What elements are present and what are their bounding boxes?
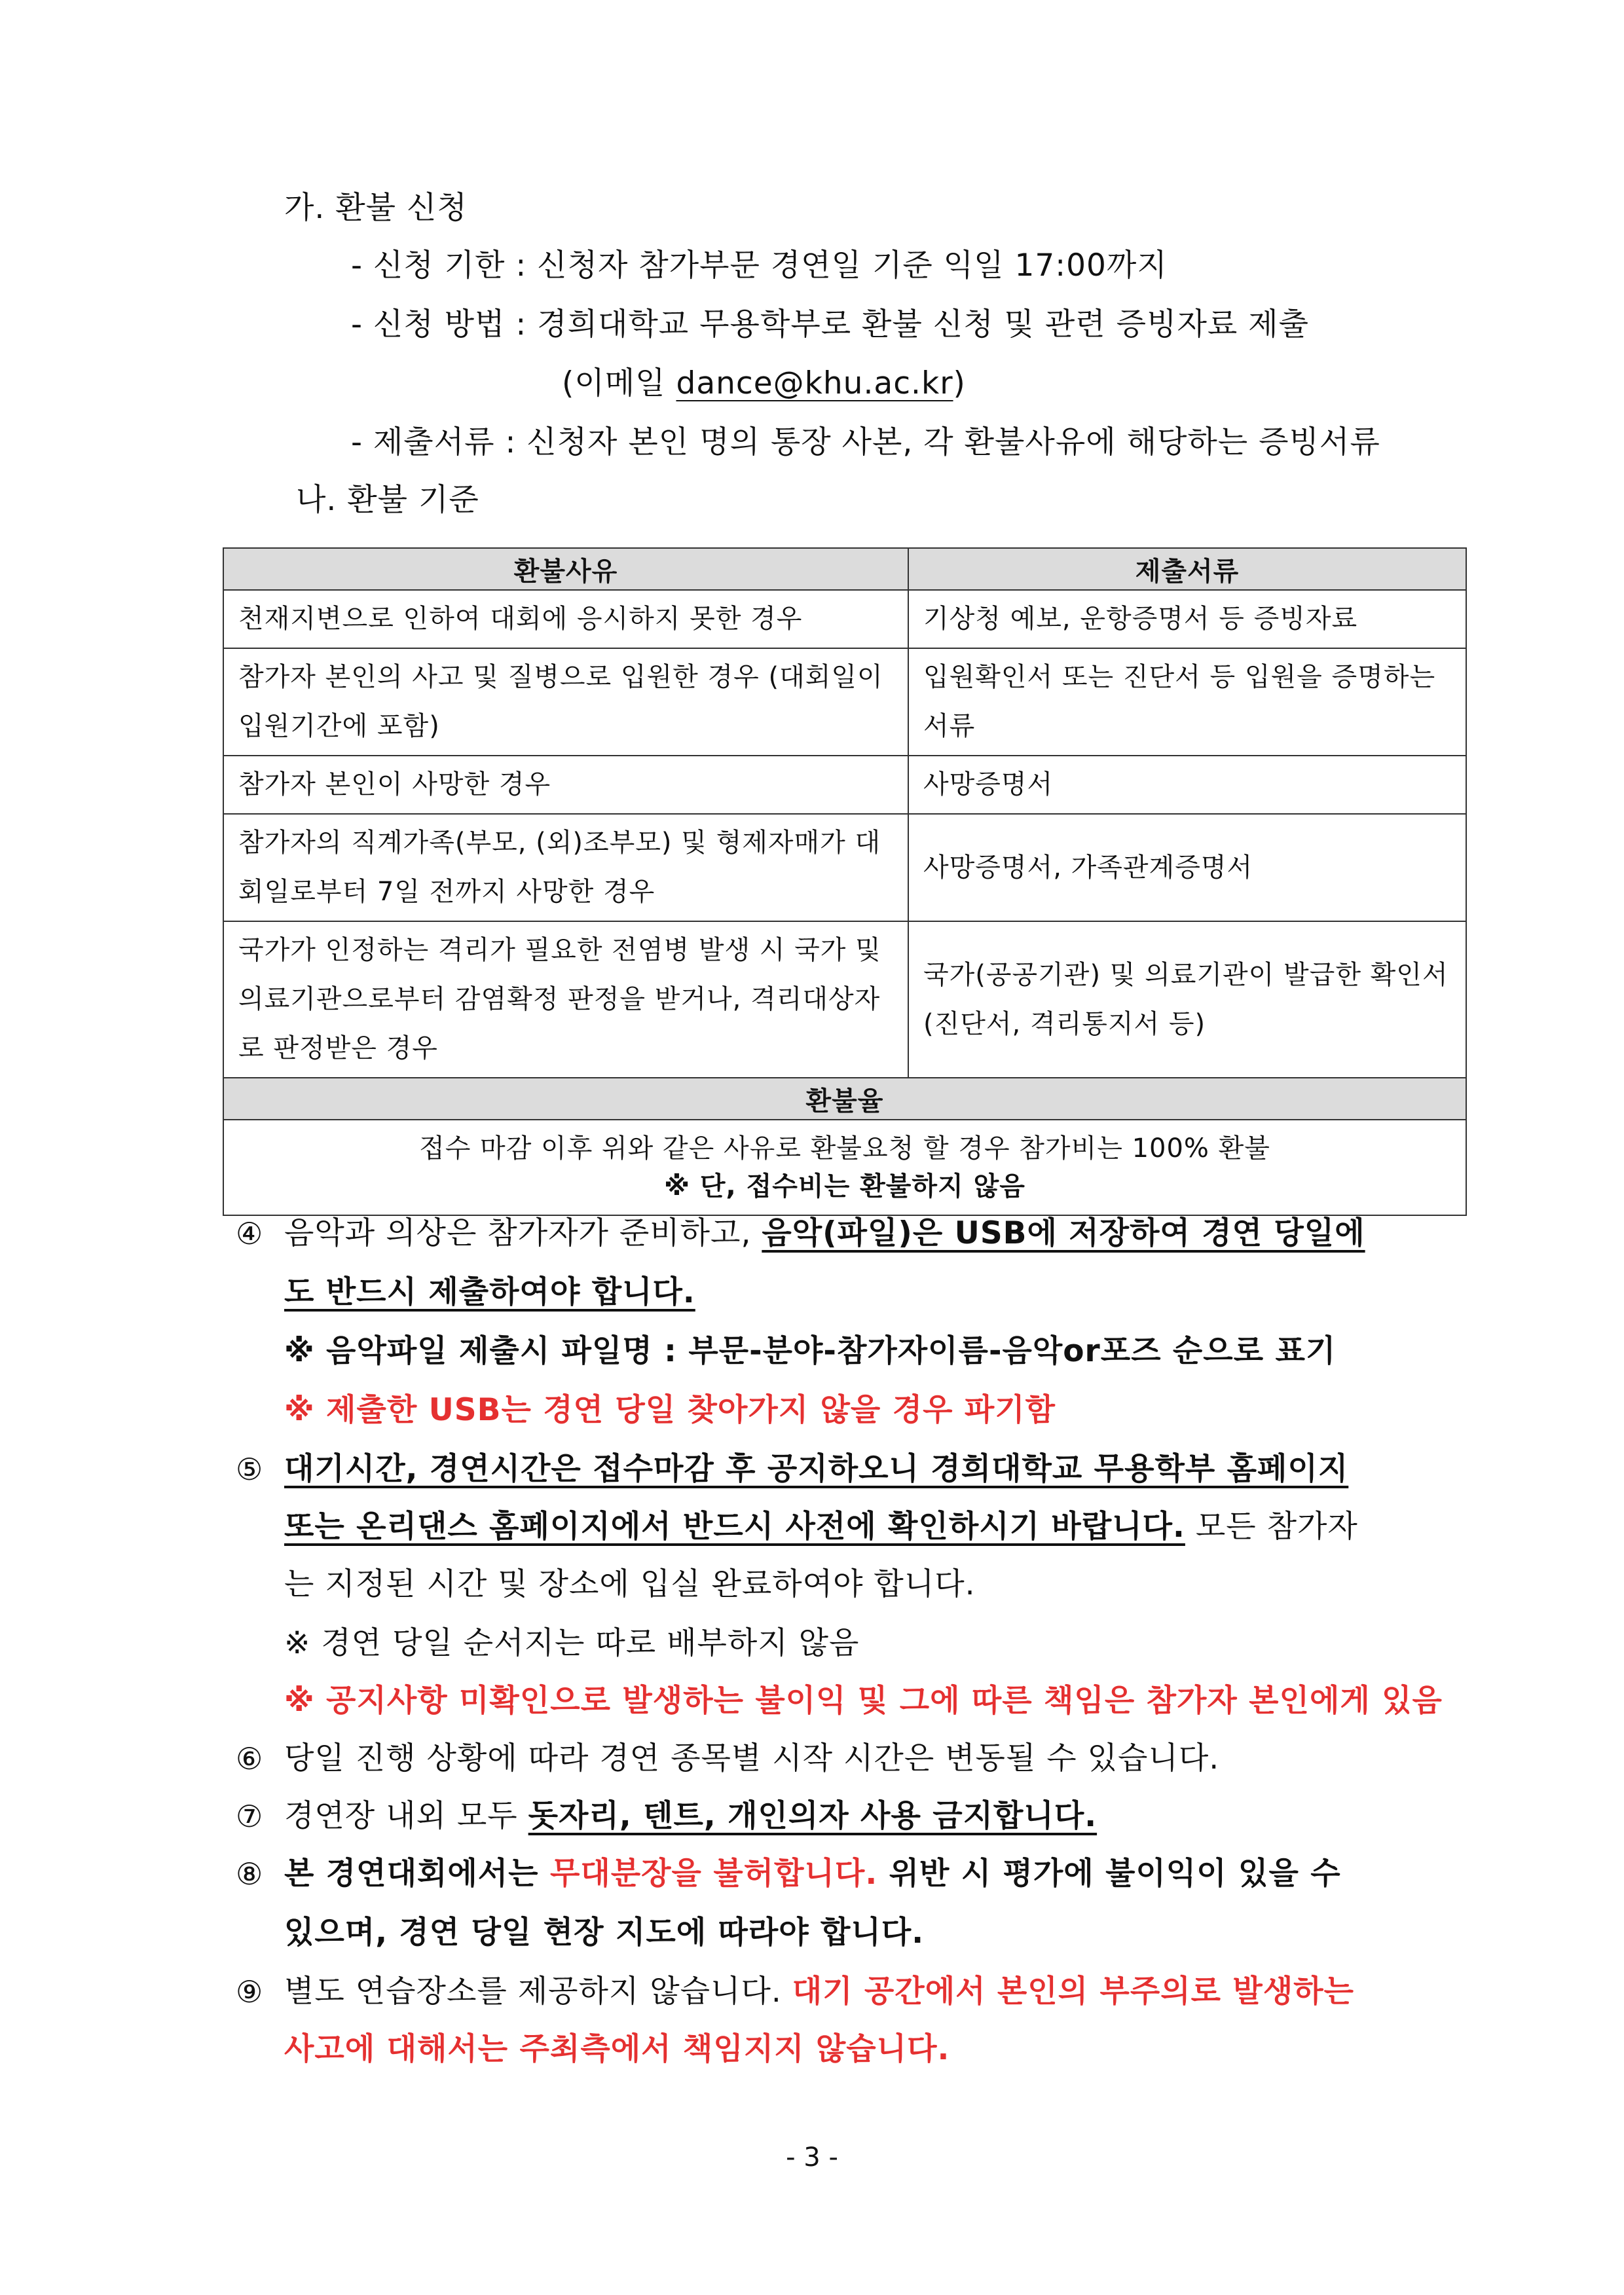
docs-cell: 사망증명서	[908, 756, 1466, 814]
documents-line: - 제출서류 : 신청자 본인 명의 통장 사본, 각 환불사유에 해당하는 증빙서류	[351, 424, 1380, 460]
item-9-number: ⑨	[236, 1974, 263, 2010]
item-8-makeup-ban: 무대분장을 불허합니다.	[549, 1856, 878, 1892]
table-row	[223, 756, 1466, 814]
refund-rate-header: 환불율	[223, 1078, 1466, 1120]
deadline-line: - 신청 기한 : 신청자 참가부문 경연일 기준 익일 17:00까지	[351, 248, 1168, 284]
docs-cell: 국가(공공기관) 및 의료기관이 발급한 확인서(진단서, 격리통지서 등)	[908, 921, 1466, 1078]
email-line	[562, 364, 966, 403]
item-7-line	[284, 1797, 1097, 1836]
refund-rate-cell	[223, 1120, 1466, 1215]
refund-rate-row	[223, 1120, 1466, 1215]
item-9-liability-notice: 대기 공간에서 본인의 부주의로 발생하는	[792, 1974, 1355, 2010]
item-4-usb-instruction: 음악(파일)은 USB에 저장하여 경연 당일에	[762, 1215, 1365, 1251]
item-8-text: 본 경연대회에서는	[284, 1856, 550, 1892]
item-9-text: 별도 연습장소를 제공하지 않습니다.	[284, 1974, 792, 2010]
docs-cell: 입원확인서 또는 진단서 등 입원을 증명하는 서류	[908, 648, 1466, 756]
item-9-line-2: 사고에 대해서는 주최측에서 책임지지 않습니다.	[284, 2031, 950, 2067]
docs-cell: 기상청 예보, 운항증명서 등 증빙자료	[908, 590, 1466, 648]
item-4-text: 음악과 의상은 참가자가 준비하고,	[284, 1215, 762, 1251]
item-7-prohibition: 돗자리, 텐트, 개인의자 사용 금지합니다.	[528, 1798, 1098, 1834]
reason-cell: 천재지변으로 인하여 대회에 응시하지 못한 경우	[223, 590, 908, 648]
item-8-line-1	[284, 1854, 1341, 1894]
item-5-schedule-notice: 대기시간, 경연시간은 접수마감 후 공지하오니 경희대학교 무용학부 홈페이지	[284, 1451, 1349, 1487]
table-row	[223, 921, 1466, 1078]
reason-cell: 참가자의 직계가족(부모, (외)조부모) 및 형제자매가 대회일로부터 7일 전까지 사망한 경우	[223, 814, 908, 921]
item-5-order-note: ※ 경연 당일 순서지는 따로 배부하지 않음	[284, 1625, 860, 1661]
item-4-line-2	[284, 1273, 695, 1312]
method-line: - 신청 방법 : 경희대학교 무용학부로 환불 신청 및 관련 증빙자료 제출	[351, 306, 1309, 342]
item-4-filename-note: ※ 음악파일 제출시 파일명 : 부문-분야-참가자이름-음악or포즈 순으로 표기	[284, 1333, 1337, 1369]
item-4-number: ④	[236, 1216, 263, 1251]
email-open: (이메일	[562, 365, 676, 401]
email-link[interactable]: dance@khu.ac.kr	[676, 365, 953, 401]
item-8-penalty: 위반 시 평가에 불이익이 있을 수	[877, 1856, 1341, 1892]
refund-criteria-table	[223, 547, 1467, 1216]
refund-rate-header-row	[223, 1078, 1466, 1120]
reason-cell: 참가자 본인이 사망한 경우	[223, 756, 908, 814]
table-row	[223, 590, 1466, 648]
reason-cell: 국가가 인정하는 격리가 필요한 전염병 발생 시 국가 및 의료기관으로부터 감염확정 판정을 받거나, 격리대상자로 판정받은 경우	[223, 921, 908, 1078]
header-reason: 환불사유	[223, 548, 908, 590]
item-5-line-1	[284, 1450, 1348, 1489]
item-7-number: ⑦	[236, 1799, 263, 1834]
item-6-text: 당일 진행 상황에 따라 경연 종목별 시작 시간은 변동될 수 있습니다.	[284, 1740, 1220, 1776]
table-row	[223, 648, 1466, 756]
item-6-number: ⑥	[236, 1741, 263, 1776]
item-8-line-2: 있으며, 경연 당일 현장 지도에 따라야 합니다.	[284, 1915, 925, 1951]
refund-rate-text: 접수 마감 이후 위와 같은 사유로 환불요청 할 경우 참가비는 100% 환불	[419, 1133, 1270, 1164]
item-7-text: 경연장 내외 모두	[284, 1798, 528, 1834]
item-8-number: ⑧	[236, 1856, 263, 1892]
item-4-submit-instruction: 도 반드시 제출하여야 합니다.	[284, 1274, 695, 1310]
item-5-homepage-notice: 또는 온리댄스 홈페이지에서 반드시 사전에 확인하시기 바랍니다.	[284, 1509, 1185, 1545]
section-title-refund-criteria: 나. 환불 기준	[296, 482, 479, 518]
table-row	[223, 814, 1466, 921]
email-close: )	[953, 365, 966, 401]
docs-cell: 사망증명서, 가족관계증명서	[908, 814, 1466, 921]
section-title-refund-application: 가. 환불 신청	[284, 190, 468, 226]
item-5-text: 모든 참가자	[1185, 1509, 1358, 1545]
table-header-row	[223, 548, 1466, 590]
item-9-line-1	[284, 1972, 1354, 2011]
item-4-line-1	[284, 1214, 1365, 1253]
item-5-responsibility-note: ※ 공지사항 미확인으로 발생하는 불이익 및 그에 따른 책임은 참가자 본인에게 있음	[284, 1683, 1443, 1719]
header-documents: 제출서류	[908, 548, 1466, 590]
item-5-line-2	[284, 1507, 1358, 1547]
reason-cell: 참가자 본인의 사고 및 질병으로 입원한 경우 (대회일이 입원기간에 포함)	[223, 648, 908, 756]
item-5-line-3: 는 지정된 시간 및 장소에 입실 완료하여야 합니다.	[284, 1566, 976, 1602]
item-4-usb-discard-note: ※ 제출한 USB는 경연 당일 찾아가지 않을 경우 파기함	[284, 1392, 1056, 1428]
refund-rate-note: ※ 단, 접수비는 환불하지 않음	[664, 1171, 1025, 1202]
page-number: - 3 -	[786, 2142, 838, 2173]
item-5-number: ⑤	[236, 1452, 263, 1487]
